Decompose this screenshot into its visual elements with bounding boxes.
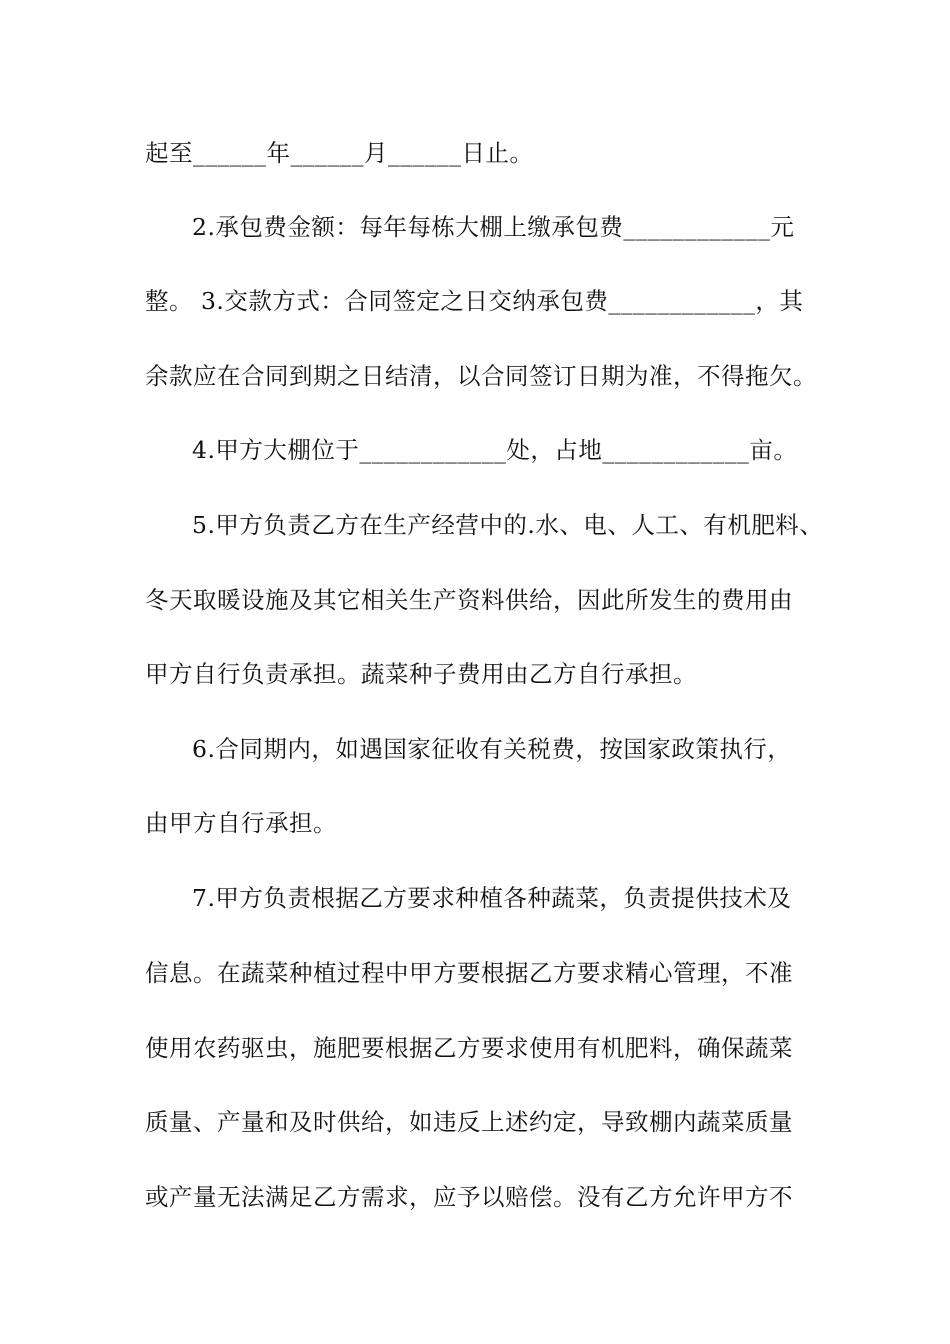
- text-line: 甲方自行负责承担。蔬菜种子费用由乙方自行承担。: [145, 660, 697, 688]
- text-line: 7.甲方负责根据乙方要求种植各种蔬菜，负责提供技术及: [192, 884, 792, 912]
- text-line: 或产量无法满足乙方需求，应予以赔偿。没有乙方允许甲方不: [145, 1183, 793, 1211]
- text-line: 使用农药驱虫，施肥要根据乙方要求使用有机肥料，确保蔬菜: [145, 1034, 793, 1062]
- text-line: 2.承包费金额：每年每栋大棚上缴承包费____________元: [192, 213, 795, 241]
- text-line: 余款应在合同到期之日结清，以合同签订日期为准，不得拖欠。: [145, 362, 817, 390]
- text-line: 质量、产量和及时供给，如违反上述约定，导致棚内蔬菜质量: [145, 1108, 793, 1136]
- text-line: 冬天取暖设施及其它相关生产资料供给，因此所发生的费用由: [145, 586, 793, 614]
- text-line: 6.合同期内，如遇国家征收有关税费，按国家政策执行，: [192, 735, 792, 763]
- text-line: 5.甲方负责乙方在生产经营中的.水、电、人工、有机肥料、: [192, 511, 824, 539]
- text-line: 信息。在蔬菜种植过程中甲方要根据乙方要求精心管理，不准: [145, 959, 793, 987]
- text-line: 起至______年______月______日止。: [145, 139, 534, 167]
- text-line: 整。 3.交款方式：合同签定之日交纳承包费____________，其: [145, 287, 804, 315]
- text-line: 4.甲方大棚位于____________处，占地____________亩。: [192, 436, 798, 464]
- text-line: 由甲方自行承担。: [145, 809, 337, 837]
